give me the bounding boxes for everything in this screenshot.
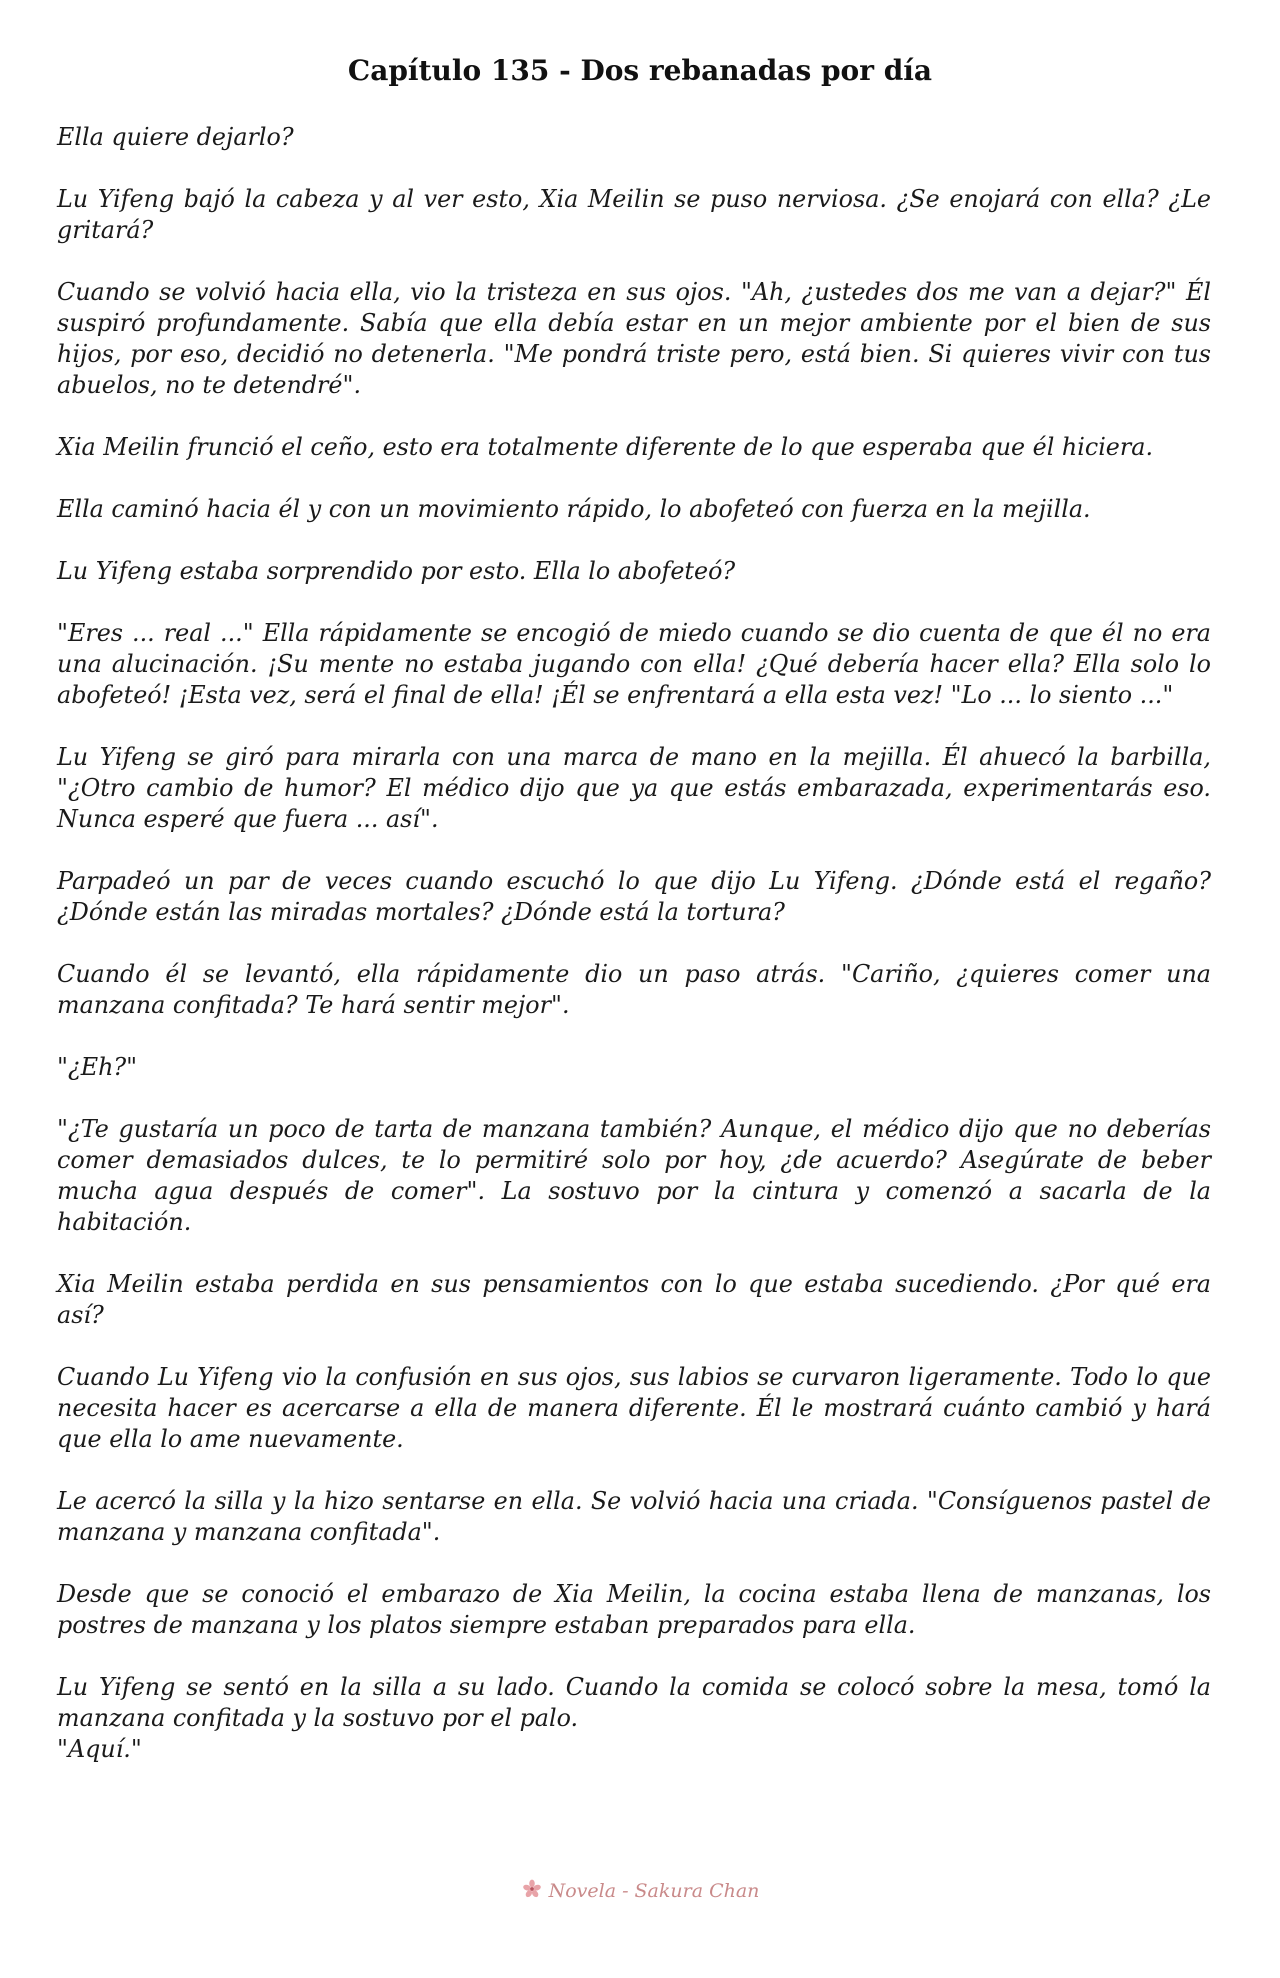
paragraph: Parpadeó un par de veces cuando escuchó lo que dijo Lu Yifeng. ¿Dónde está el regaño? ¿Dónde están las miradas mortales? ¿Dónde está la tortura? xyxy=(57,867,1211,926)
paragraph: Desde que se conoció el embarazo de Xia Meilin, la cocina estaba llena de manzanas, los postres de manzana y los platos siempre estaban preparados para ella. xyxy=(57,1580,1211,1639)
paragraph: Lu Yifeng bajó la cabeza y al ver esto, Xia Meilin se puso nerviosa. ¿Se enojará con ella? ¿Le gritará? xyxy=(57,185,1211,244)
final-line: "Aquí." xyxy=(57,1735,142,1763)
paragraph: Ella quiere dejarlo? xyxy=(57,123,294,151)
watermark-footer xyxy=(0,1878,1280,1902)
paragraph: Xia Meilin frunció el ceño, esto era totalmente diferente de lo que esperaba que él hiciera. xyxy=(57,433,1154,461)
chapter-body xyxy=(57,122,1211,1765)
footer-text: Novela - Sakura Chan xyxy=(548,1880,760,1902)
paragraph: Lu Yifeng estaba sorprendido por esto. Ella lo abofeteó? xyxy=(57,557,736,585)
paragraph: Ella caminó hacia él y con un movimiento rápido, lo abofeteó con fuerza en la mejilla. xyxy=(57,495,1091,523)
paragraph: Xia Meilin estaba perdida en sus pensamientos con lo que estaba sucediendo. ¿Por qué era así? xyxy=(57,1270,1211,1329)
paragraph: Le acercó la silla y la hizo sentarse en ella. Se volvió hacia una criada. "Consíguenos pastel de manzana y manzana confitada". xyxy=(57,1487,1211,1546)
paragraph: Cuando se volvió hacia ella, vio la tristeza en sus ojos. "Ah, ¿ustedes dos me van a dejar?" Él suspiró profundamente. Sabía que ella debía estar en un mejor ambiente por el bien de sus hijos, por eso, decidió no detenerla. "Me pondrá triste pero, está bien. Si quieres vivir con tus abuelos, no te detendré". xyxy=(57,278,1211,399)
sakura-flower-icon xyxy=(521,1878,543,1900)
paragraph: Cuando él se levantó, ella rápidamente dio un paso atrás. "Cariño, ¿quieres comer una manzana confitada? Te hará sentir mejor". xyxy=(57,960,1211,1019)
paragraph: "¿Eh?" xyxy=(57,1053,138,1081)
chapter-title: Capítulo 135 - Dos rebanadas por día xyxy=(347,54,933,87)
paragraph: Lu Yifeng se sentó en la silla a su lado. Cuando la comida se colocó sobre la mesa, tomó la manzana confitada y la sostuvo por el palo. xyxy=(57,1673,1211,1732)
paragraph: Lu Yifeng se giró para mirarla con una marca de mano en la mejilla. Él ahuecó la barbilla, "¿Otro cambio de humor? El médico dijo que ya que estás embarazada, experimentarás eso. Nunca esperé que fuera ... así". xyxy=(57,743,1211,833)
paragraph: "Eres ... real ..." Ella rápidamente se encogió de miedo cuando se dio cuenta de que él no era una alucinación. ¡Su mente no estaba jugando con ella! ¿Qué debería hacer ella? Ella solo lo abofeteó! ¡Esta vez, será el final de ella! ¡Él se enfrentará a ella esta vez! "Lo ... lo siento ..." xyxy=(57,619,1211,709)
paragraph: Cuando Lu Yifeng vio la confusión en sus ojos, sus labios se curvaron ligeramente. Todo lo que necesita hacer es acercarse a ella de manera diferente. Él le mostrará cuánto cambió y hará que ella lo ame nuevamente. xyxy=(57,1363,1211,1453)
paragraph: "¿Te gustaría un poco de tarta de manzana también? Aunque, el médico dijo que no deberías comer demasiados dulces, te lo permitiré solo por hoy, ¿de acuerdo? Asegúrate de beber mucha agua después de comer". La sostuvo por la cintura y comenzó a sacarla de la habitación. xyxy=(57,1115,1211,1236)
